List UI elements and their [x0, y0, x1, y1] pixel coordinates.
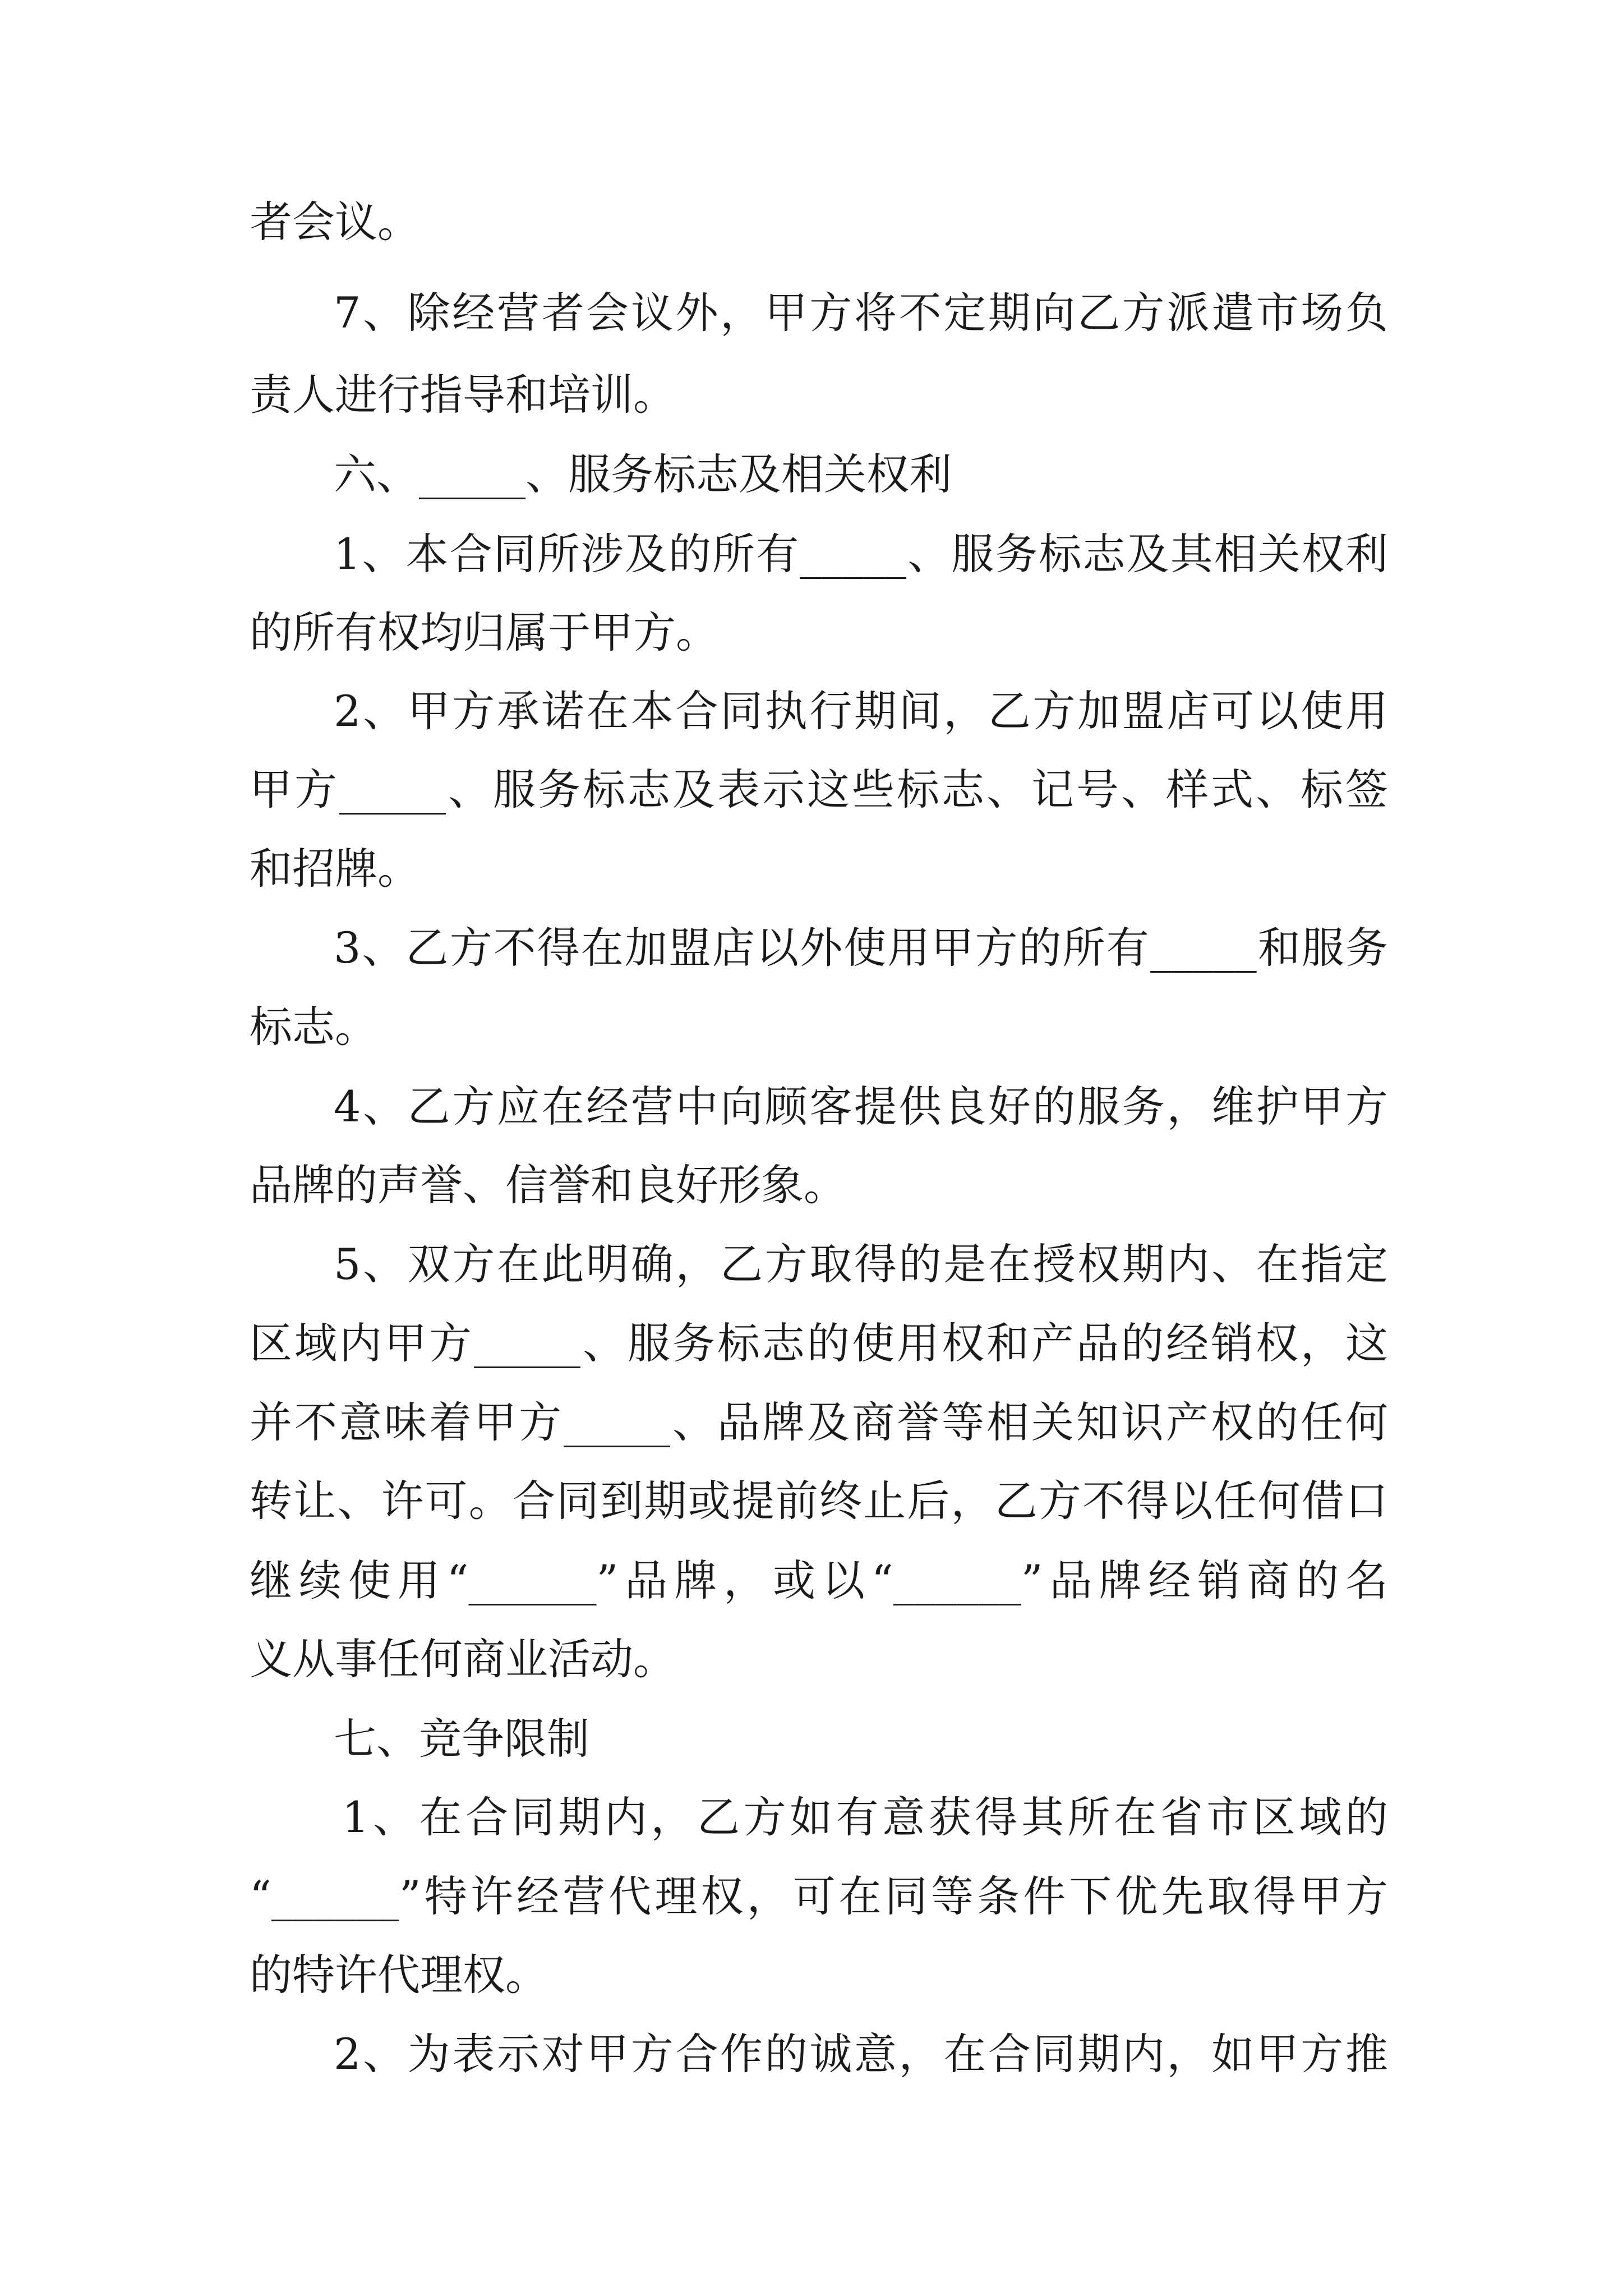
text-line: 甲方_____、服务标志及表示这些标志、记号、样式、标签 — [250, 765, 1388, 815]
text-line: 1、本合同所涉及的所有_____、服务标志及其相关权利 — [334, 529, 1388, 579]
text-line: 区域内甲方_____、服务标志的使用权和产品的经销权，这 — [250, 1318, 1388, 1368]
text-line: 继续使用“______”品牌，或以“______”品牌经销商的名 — [250, 1556, 1388, 1605]
text-line: 2、为表示对甲方合作的诚意，在合同期内，如甲方推 — [334, 2029, 1388, 2079]
text-line: 义从事任何商业活动。 — [250, 1634, 676, 1684]
text-line: 转让、许可。合同到期或提前终止后，乙方不得以任何借口 — [250, 1476, 1388, 1526]
text-line: 品牌的声誉、信誉和良好形象。 — [250, 1160, 846, 1210]
text-line: 4、乙方应在经营中向顾客提供良好的服务，维护甲方 — [334, 1082, 1388, 1131]
text-line: 并不意味着甲方_____、品牌及商誉等相关知识产权的任何 — [250, 1397, 1388, 1447]
text-line: 7、除经营者会议外，甲方将不定期向乙方派遣市场负 — [334, 288, 1388, 338]
text-line: 和招牌。 — [250, 844, 420, 894]
text-line: 的所有权均归属于甲方。 — [250, 608, 718, 657]
text-line: 3、乙方不得在加盟店以外使用甲方的所有_____和服务 — [334, 923, 1388, 973]
text-line: 的特许代理权。 — [250, 1950, 548, 2000]
section-heading: 七、竞争限制 — [334, 1714, 589, 1764]
text-line: 者会议。 — [250, 197, 420, 247]
text-line: 责人进行指导和培训。 — [250, 370, 676, 420]
text-line: 标志。 — [250, 1002, 377, 1052]
text-line: “______”特许经营代理权，可在同等条件下优先取得甲方 — [250, 1871, 1388, 1921]
text-line: 1、在合同期内，乙方如有意获得其所在省市区域的 — [342, 1792, 1388, 1842]
text-line: 2、甲方承诺在本合同执行期间，乙方加盟店可以使用 — [334, 686, 1388, 736]
text-line: 5、双方在此明确，乙方取得的是在授权期内、在指定 — [334, 1239, 1388, 1289]
section-heading: 六、_____、服务标志及相关权利 — [334, 449, 952, 499]
